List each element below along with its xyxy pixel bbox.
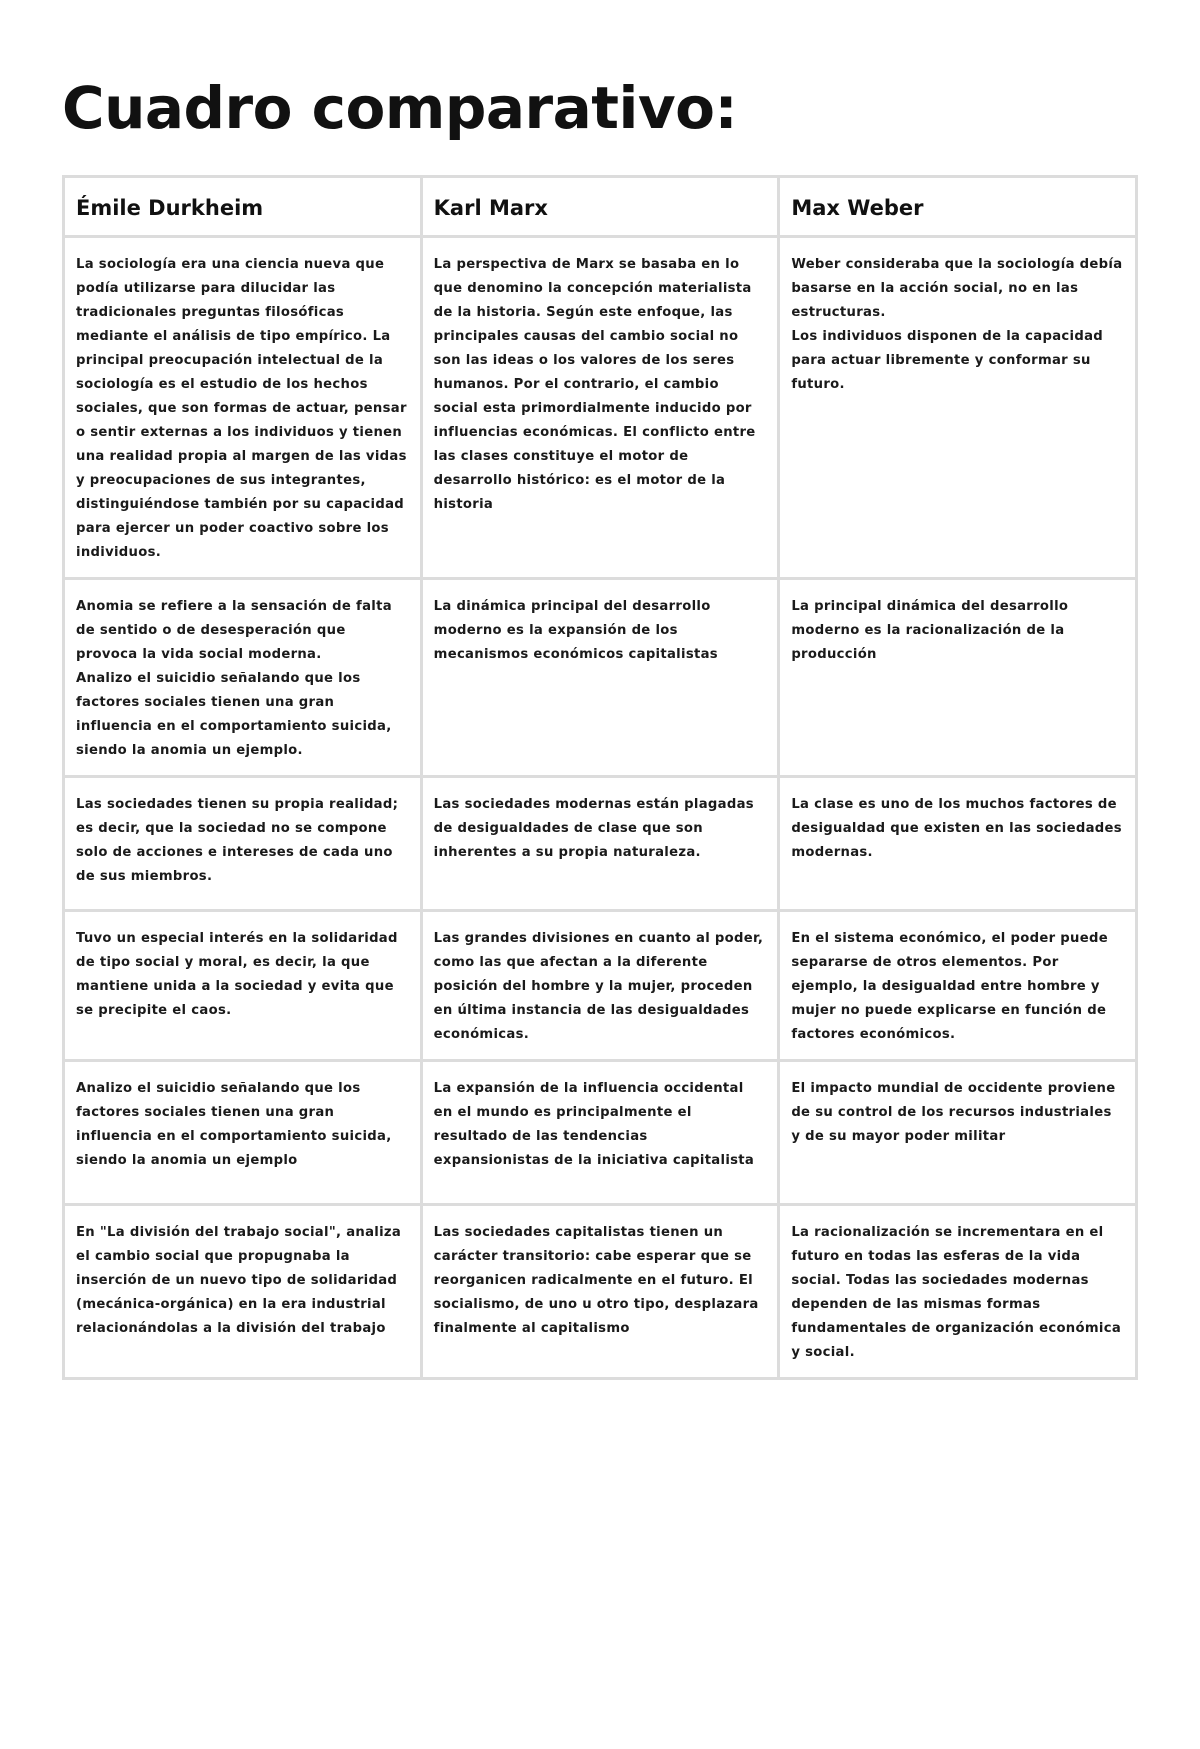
table-cell-weber: La racionalización se incrementara en el futuro en todas las esferas de la vida social. Todas las sociedades modernas dependen de las mismas formas fundamentales de organización económica y social. — [779, 1205, 1137, 1379]
table-header-row — [64, 177, 1137, 237]
column-header-weber: Max Weber — [779, 177, 1137, 237]
column-header-durkheim: Émile Durkheim — [64, 177, 422, 237]
table-cell-marx: Las sociedades capitalistas tienen un carácter transitorio: cabe esperar que se reorganicen radicalmente en el futuro. El socialismo, de uno u otro tipo, desplazara finalmente al capitalismo — [421, 1205, 779, 1379]
table-row — [64, 1205, 1137, 1379]
table-row — [64, 579, 1137, 777]
table-cell-durkheim: Analizo el suicidio señalando que los factores sociales tienen una gran influencia en el comportamiento suicida, siendo la anomia un ejemplo — [64, 1061, 422, 1205]
table-cell-weber: Weber consideraba que la sociología debía basarse en la acción social, no en las estructuras. Los individuos disponen de la capacidad para actuar libremente y conformar su futuro. — [779, 237, 1137, 579]
table-row — [64, 1061, 1137, 1205]
table-cell-weber: La principal dinámica del desarrollo moderno es la racionalización de la producción — [779, 579, 1137, 777]
table-row — [64, 911, 1137, 1061]
table-cell-durkheim: En "La división del trabajo social", analiza el cambio social que propugnaba la inserción de un nuevo tipo de solidaridad (mecánica-orgánica) en la era industrial relacionándolas a la división del trabajo — [64, 1205, 422, 1379]
table-row — [64, 777, 1137, 911]
table-cell-durkheim: La sociología era una ciencia nueva que podía utilizarse para dilucidar las tradicionales preguntas filosóficas mediante el análisis de tipo empírico. La principal preocupación intelectual de la sociología es el estudio de los hechos sociales, que son formas de actuar, pensar o sentir externas a los individuos y tienen una realidad propia al margen de las vidas y preocupaciones de sus integrantes, distinguiéndose también por su capacidad para ejercer un poder coactivo sobre los individuos. — [64, 237, 422, 579]
table-cell-weber: En el sistema económico, el poder puede separarse de otros elementos. Por ejemplo, la desigualdad entre hombre y mujer no puede explicarse en función de factores económicos. — [779, 911, 1137, 1061]
table-row — [64, 237, 1137, 579]
table-cell-durkheim: Las sociedades tienen su propia realidad; es decir, que la sociedad no se compone solo de acciones e intereses de cada uno de sus miembros. — [64, 777, 422, 911]
table-cell-marx: La perspectiva de Marx se basaba en lo que denomino la concepción materialista de la historia. Según este enfoque, las principales causas del cambio social no son las ideas o los valores de los seres humanos. Por el contrario, el cambio social esta primordialmente inducido por influencias económicas. El conflicto entre las clases constituye el motor de desarrollo histórico: es el motor de la historia — [421, 237, 779, 579]
comparison-table — [62, 175, 1138, 1380]
page-title: Cuadro comparativo: — [62, 74, 738, 142]
table-cell-weber: El impacto mundial de occidente proviene de su control de los recursos industriales y de su mayor poder militar — [779, 1061, 1137, 1205]
table-cell-marx: Las grandes divisiones en cuanto al poder, como las que afectan a la diferente posición del hombre y la mujer, proceden en última instancia de las desigualdades económicas. — [421, 911, 779, 1061]
table-cell-durkheim: Anomia se refiere a la sensación de falta de sentido o de desesperación que provoca la vida social moderna. Analizo el suicidio señalando que los factores sociales tienen una gran influencia en el comportamiento suicida, siendo la anomia un ejemplo. — [64, 579, 422, 777]
column-header-marx: Karl Marx — [421, 177, 779, 237]
table-cell-marx: Las sociedades modernas están plagadas de desigualdades de clase que son inherentes a su propia naturaleza. — [421, 777, 779, 911]
table-cell-weber: La clase es uno de los muchos factores de desigualdad que existen en las sociedades modernas. — [779, 777, 1137, 911]
table-cell-marx: La expansión de la influencia occidental en el mundo es principalmente el resultado de las tendencias expansionistas de la iniciativa capitalista — [421, 1061, 779, 1205]
table-cell-marx: La dinámica principal del desarrollo moderno es la expansión de los mecanismos económicos capitalistas — [421, 579, 779, 777]
table-cell-durkheim: Tuvo un especial interés en la solidaridad de tipo social y moral, es decir, la que mantiene unida a la sociedad y evita que se precipite el caos. — [64, 911, 422, 1061]
